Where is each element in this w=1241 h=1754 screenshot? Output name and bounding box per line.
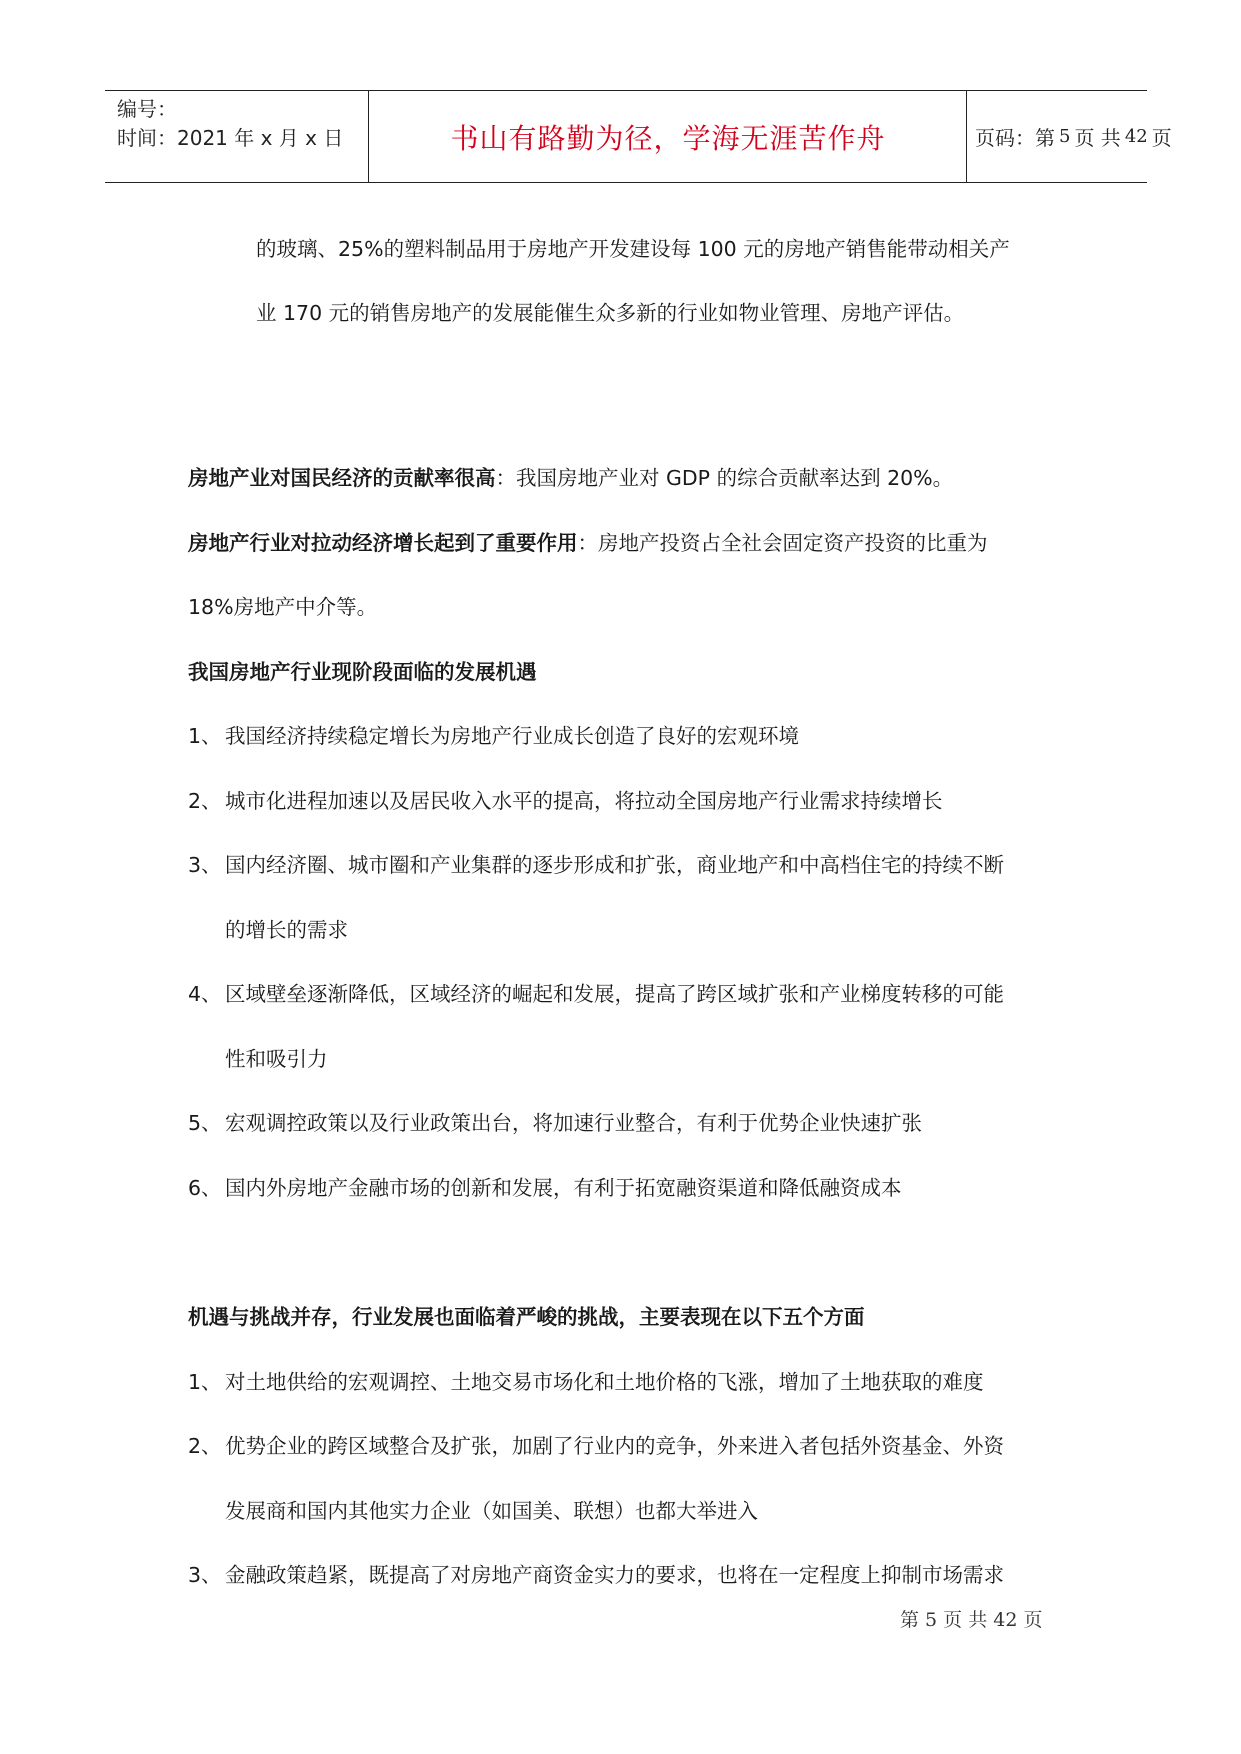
list-item: 金融政策趋紧，既提高了对房地产商资金实力的要求，也将在一定程度上抑制市场需求 xyxy=(225,1563,1004,1587)
header-divider xyxy=(368,91,369,182)
intro-line: 业 170 元的销售房地产的发展能催生众多新的行业如物业管理、房地产评估。 xyxy=(256,301,965,325)
page-suffix: 页 xyxy=(1151,126,1172,150)
list-item-cont: 性和吸引力 xyxy=(225,1047,328,1071)
page-total: 42 xyxy=(1124,126,1148,147)
list-item-number: 5、 xyxy=(188,1111,222,1135)
challenges-heading: 机遇与挑战并存，行业发展也面临着严峻的挑战，主要表现在以下五个方面 xyxy=(188,1305,865,1329)
header-meta xyxy=(117,95,367,153)
list-item: 国内外房地产金融市场的创新和发展，有利于拓宽融资渠道和降低融资成本 xyxy=(225,1176,902,1200)
list-item-number: 2、 xyxy=(188,789,222,813)
page-prefix: 页码：第 xyxy=(975,126,1055,150)
list-item: 城市化进程加速以及居民收入水平的提高，将拉动全国房地产行业需求持续增长 xyxy=(225,789,943,813)
list-item-cont: 的增长的需求 xyxy=(225,918,348,942)
list-item-number: 1、 xyxy=(188,1370,222,1394)
list-item: 优势企业的跨区域整合及扩张，加剧了行业内的竞争，外来进入者包括外资基金、外资 xyxy=(225,1434,1004,1458)
list-item: 我国经济持续稳定增长为房地产行业成长创造了良好的宏观环境 xyxy=(225,724,799,748)
paragraph-text: ：房地产投资占全社会固定资产投资的比重为 xyxy=(577,531,988,555)
paragraph-bold: 房地产行业对拉动经济增长起到了重要作用 xyxy=(188,531,578,555)
date-label: 时间：2021 年 x 月 x 日 xyxy=(117,126,344,150)
list-item-number: 2、 xyxy=(188,1434,222,1458)
list-item-cont: 发展商和国内其他实力企业（如国美、联想）也都大举进入 xyxy=(225,1499,758,1523)
page-mid: 页 共 xyxy=(1074,126,1121,150)
header-motto: 书山有路勤为径，学海无涯苦作舟 xyxy=(450,121,886,155)
serial-label: 编号： xyxy=(117,97,177,121)
list-item-number: 3、 xyxy=(188,853,222,877)
list-item: 宏观调控政策以及行业政策出台，将加速行业整合，有利于优势企业快速扩张 xyxy=(225,1111,922,1135)
list-item-number: 3、 xyxy=(188,1563,222,1587)
list-item-number: 6、 xyxy=(188,1176,222,1200)
list-item: 区域壁垒逐渐降低，区域经济的崛起和发展，提高了跨区域扩张和产业梯度转移的可能 xyxy=(225,982,1004,1006)
page-current: 5 xyxy=(1059,126,1071,147)
paragraph-growth xyxy=(188,526,988,556)
page-header xyxy=(105,90,1172,183)
paragraph-text: ：我国房地产业对 GDP 的综合贡献率达到 20%。 xyxy=(495,466,954,490)
page-footer: 第 5 页 共 42 页 xyxy=(900,1609,1043,1631)
header-divider xyxy=(966,91,967,182)
list-item: 对土地供给的宏观调控、土地交易市场化和土地价格的飞涨，增加了土地获取的难度 xyxy=(225,1370,984,1394)
paragraph-growth-cont: 18%房地产中介等。 xyxy=(188,595,378,619)
list-item-number: 4、 xyxy=(188,982,222,1006)
paragraph-contribution xyxy=(188,461,953,491)
list-item: 国内经济圈、城市圈和产业集群的逐步形成和扩张，商业地产和中高档住宅的持续不断 xyxy=(225,853,1004,877)
paragraph-bold: 房地产业对国民经济的贡献率很高 xyxy=(188,466,496,490)
intro-line: 的玻璃、25%的塑料制品用于房地产开发建设每 100 元的房地产销售能带动相关产 xyxy=(256,237,1010,261)
opportunities-heading: 我国房地产行业现阶段面临的发展机遇 xyxy=(188,660,537,684)
list-item-number: 1、 xyxy=(188,724,222,748)
header-page-info xyxy=(975,91,1172,182)
